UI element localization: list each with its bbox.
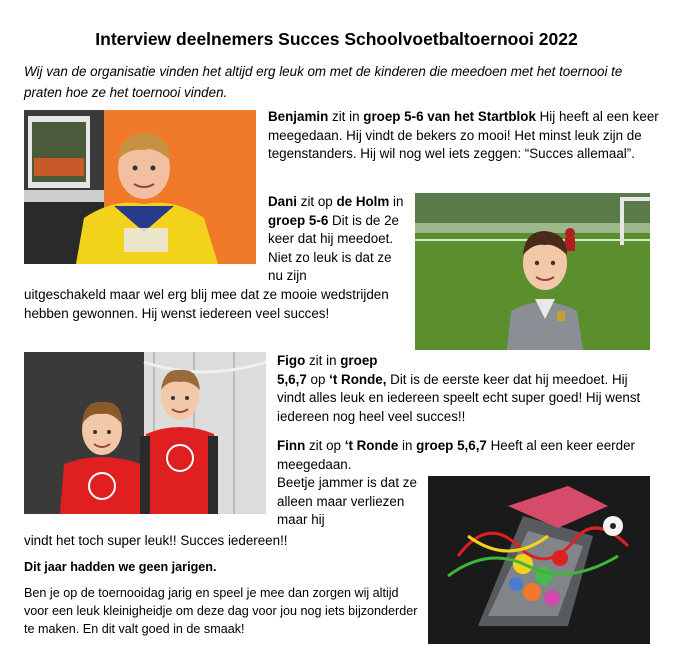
benjamin-group: groep 5-6 van het Startblok — [363, 109, 536, 124]
finn-school: ‘t Ronde — [344, 438, 399, 453]
dani-paragraph-part2: uitgeschakeld maar wel erg blij mee dat ze mooie wedstrijden hebben gewonnen. Hij wenst iedereen veel succes! — [24, 287, 389, 321]
finn-paragraph-part3: vindt het toch super leuk!! Succes iedereen!! — [24, 533, 288, 548]
figo-paragraph — [277, 352, 657, 426]
dani-paragraph-part1 — [268, 193, 410, 286]
finn-group: groep 5,6,7 — [416, 438, 487, 453]
dani-text-3: Dit is de 2e keer dat hij meedoet. Niet zo leuk is dat ze nu zijn — [268, 212, 399, 284]
figo-school: ‘t Ronde, — [329, 371, 387, 387]
finn-paragraph-part2: Beetje jammer is dat ze alleen maar verliezen maar hij — [277, 475, 417, 528]
photo-dani — [415, 193, 650, 350]
dani-school: de Holm — [336, 194, 390, 209]
photo-figo-finn — [24, 352, 266, 514]
birthday-text: Ben je op de toernooidag jarig en speel je mee dan zorgen wij altijd voor een leuk kleinigheidje om deze dag voor jou nog iets bijzonderder te maken. En dit valt goed in de smaak! — [24, 586, 418, 637]
benjamin-text-2: Hij heeft al een keer meegedaan. Hij vindt de bekers zo mooi! Het minst leuk zijn de tegenstanders. Hij wil nog wel iets zeggen: “Succes allemaal”. — [268, 109, 659, 162]
finn-text-2: in — [398, 438, 417, 453]
finn-name: Finn — [277, 438, 306, 453]
dani-text-2: in — [389, 194, 404, 209]
finn-text-1: zit op — [305, 438, 345, 453]
photo-birthday-treat — [428, 476, 650, 644]
dani-text-1: zit op — [297, 194, 337, 209]
figo-text-1: zit in — [305, 353, 341, 368]
figo-name: Figo — [277, 353, 306, 368]
intro-text: Wij van de organisatie vinden het altijd erg leuk om met de kinderen die meedoen met het toernooi te praten hoe ze het toernooi vinden. — [24, 64, 623, 100]
photo-benjamin — [24, 110, 256, 264]
dani-name: Dani — [268, 194, 298, 209]
benjamin-paragraph — [268, 108, 660, 164]
figo-text-3: Dit is de eerste keer dat hij meedoet. Hij vindt alles leuk en iedereen speelt echt super goed! Hij wenst iedereen nog heel veel succes!! — [277, 371, 641, 424]
benjamin-name: Benjamin — [268, 109, 329, 124]
figo-group-b: 5,6,7 — [277, 371, 307, 387]
figo-group-a: groep — [340, 353, 378, 368]
finn-text-3: Heeft al een keer eerder meegedaan. — [277, 438, 635, 472]
finn-paragraph-line1 — [277, 437, 647, 474]
figo-text-2: op — [306, 371, 330, 387]
page-title: Interview deelnemers Succes Schoolvoetbaltoernooi 2022 — [95, 29, 578, 49]
birthday-heading: Dit jaar hadden we geen jarigen. — [24, 560, 217, 574]
dani-group: groep 5-6 — [268, 212, 329, 228]
benjamin-text-1: zit in — [328, 109, 364, 124]
